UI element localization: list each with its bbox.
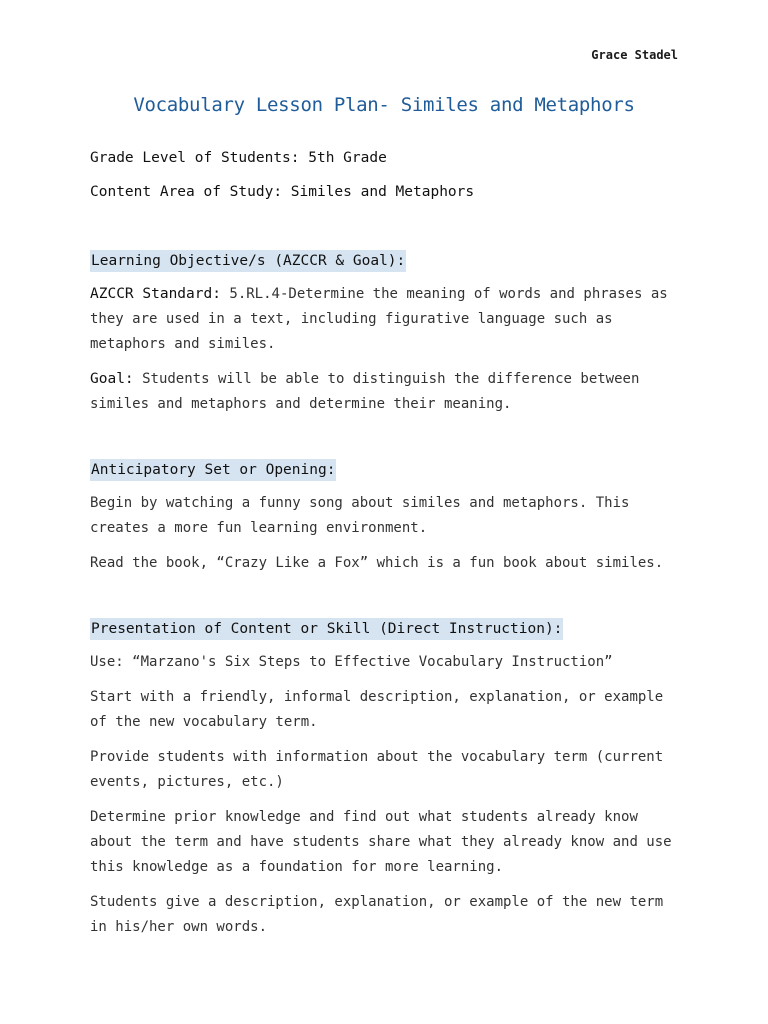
goal-label: Goal: xyxy=(90,371,134,387)
standard-paragraph xyxy=(90,282,680,357)
spacer xyxy=(90,427,680,459)
anticipatory-paragraph-1: Begin by watching a funny song about similes and metaphors. This creates a more fun learning environment. xyxy=(90,495,630,536)
document-body xyxy=(90,148,680,950)
anticipatory-paragraph-2: Read the book, “Crazy Like a Fox” which is a fun book about similes. xyxy=(90,555,664,571)
author-name: Grace Stadel xyxy=(591,48,678,62)
section-heading-presentation: Presentation of Content or Skill (Direct Instruction): xyxy=(90,618,563,640)
presentation-paragraph-5: Students give a description, explanation, or example of the new term in his/her own words. xyxy=(90,894,664,935)
section-presentation xyxy=(90,618,680,640)
section-heading-anticipatory: Anticipatory Set or Opening: xyxy=(90,459,336,481)
presentation-paragraph-2: Start with a friendly, informal description, explanation, or example of the new vocabulary term. xyxy=(90,689,664,730)
section-anticipatory xyxy=(90,459,680,481)
grade-level: Grade Level of Students: 5th Grade xyxy=(90,150,387,166)
goal-paragraph xyxy=(90,367,680,417)
section-objective xyxy=(90,250,680,272)
document-title: Vocabulary Lesson Plan- Similes and Metaphors xyxy=(133,94,635,116)
goal-text: Students will be able to distinguish the difference between similes and metaphors and determine their meaning. xyxy=(90,371,640,412)
presentation-paragraph-4: Determine prior knowledge and find out what students already know about the term and have students share what they already know and use this knowledge as a foundation for more learning. xyxy=(90,809,672,875)
spacer xyxy=(90,216,680,250)
content-area: Content Area of Study: Similes and Metaphors xyxy=(90,184,475,200)
standard-text: 5.RL.4-Determine the meaning of words and phrases as they are used in a text, including figurative language such as metaphors and similes. xyxy=(90,286,668,352)
standard-label: AZCCR Standard: xyxy=(90,286,221,302)
presentation-paragraph-3: Provide students with information about the vocabulary term (current events, pictures, etc.) xyxy=(90,749,664,790)
section-heading-objective: Learning Objective/s (AZCCR & Goal): xyxy=(90,250,406,272)
presentation-paragraph-1: Use: “Marzano's Six Steps to Effective Vocabulary Instruction” xyxy=(90,654,613,670)
spacer xyxy=(90,586,680,618)
